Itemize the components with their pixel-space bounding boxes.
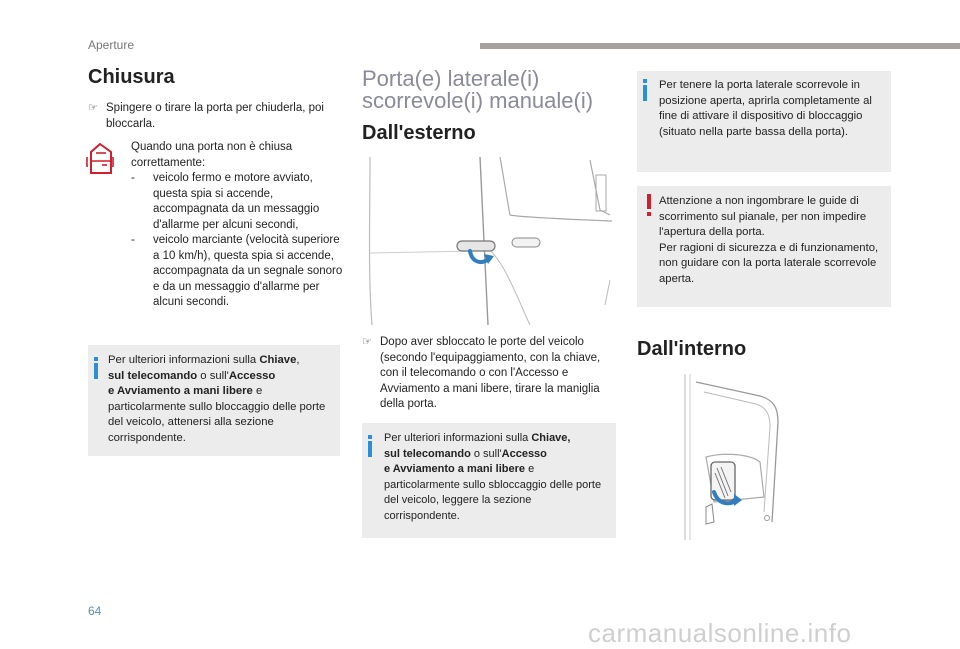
section-label: Aperture xyxy=(88,38,135,52)
chiusura-instruction xyxy=(88,101,338,132)
door-warning-block: Quando una porta non è chiusa correttamente: - veicolo fermo e motore avviato, questa spia si accende, accompagnata da un messaggio d'allarme per alcuni secondi, - veicolo marciante (velocità superiore a 10 km/h), questa spia si accende, accompagnata da un segnale sonoro e da un messaggio d'allarme per alcuni secondi. xyxy=(131,140,343,311)
sliding-door-title: Porta(e) laterale(i) scorrevole(i) manuale(i) xyxy=(362,66,594,113)
door-warning-intro: Quando una porta non è chiusa correttamente: xyxy=(131,141,293,169)
exterior-instruction-text: Dopo aver sbloccato le porte del veicolo (secondo l'equipaggiamento, con la chiave, con il telecomando o con l'Accesso e Avviamento a mani libere, tirare la maniglia della porta. xyxy=(380,336,601,410)
watermark: carmanualsonline.info xyxy=(588,618,852,648)
door-warning-item: veicolo fermo e motore avviato, questa spia si accende, accompagnata da un messaggio d'allarme per alcuni secondi, xyxy=(153,172,320,231)
interior-handle-illustration xyxy=(684,372,784,542)
pointing-finger-icon: ☞ xyxy=(88,102,98,114)
warning-icon xyxy=(647,194,651,209)
open-position-text: Per tenere la porta laterale scorrevole in posizione aperta, aprirla completamente al fine di attivare il dispositivo di bloccaggio (situato nella parte bassa della porta). xyxy=(659,79,872,138)
dall-interno-title: Dall'interno xyxy=(637,338,747,360)
warning-text-2: Per ragioni di sicurezza e di funzionamento, non guidare con la porta laterale scorrevole aperta. xyxy=(659,241,879,285)
page-number: 64 xyxy=(88,604,102,618)
info-icon xyxy=(368,441,372,457)
door-open-warning-icon xyxy=(85,141,115,184)
header-rule xyxy=(480,43,960,49)
pointing-finger-icon: ☞ xyxy=(362,336,372,348)
info-box-esterno: Per ulteriori informazioni sulla Chiave, sul telecomando o sull'Accesso e Avviamento a mani libere e particolarmente sullo sbloccaggio delle porte del veicolo, leggere la sezione corrispondente. xyxy=(362,423,616,538)
chiusura-instruction-text: Spingere o tirare la porta per chiuderla, poi bloccarla. xyxy=(106,102,324,130)
info-box-chiusura: Per ulteriori informazioni sulla Chiave, sul telecomando o sull'Accesso e Avviamento a mani libere e particolarmente sullo bloccaggio delle porte del veicolo, attenersi alla sezione corrispondente. xyxy=(88,345,340,456)
info-icon xyxy=(643,85,647,101)
door-warning-item: veicolo marciante (velocità superiore a 10 km/h), questa spia si accende, accompagnata da un segnale sonoro e da un messaggio d'allarme per alcuni secondi. xyxy=(153,234,343,308)
chiusura-title: Chiusura xyxy=(88,66,175,88)
warning-text-1: Attenzione a non ingombrare le guide di scorrimento sul pianale, per non impedire l'apertura della porta. xyxy=(659,195,867,238)
dall-esterno-title: Dall'esterno xyxy=(362,122,476,144)
info-box-open-position xyxy=(637,71,891,172)
exterior-instruction xyxy=(362,335,614,413)
exterior-handle-illustration xyxy=(360,155,615,327)
warning-box-guides xyxy=(637,186,891,307)
info-icon xyxy=(94,363,98,379)
